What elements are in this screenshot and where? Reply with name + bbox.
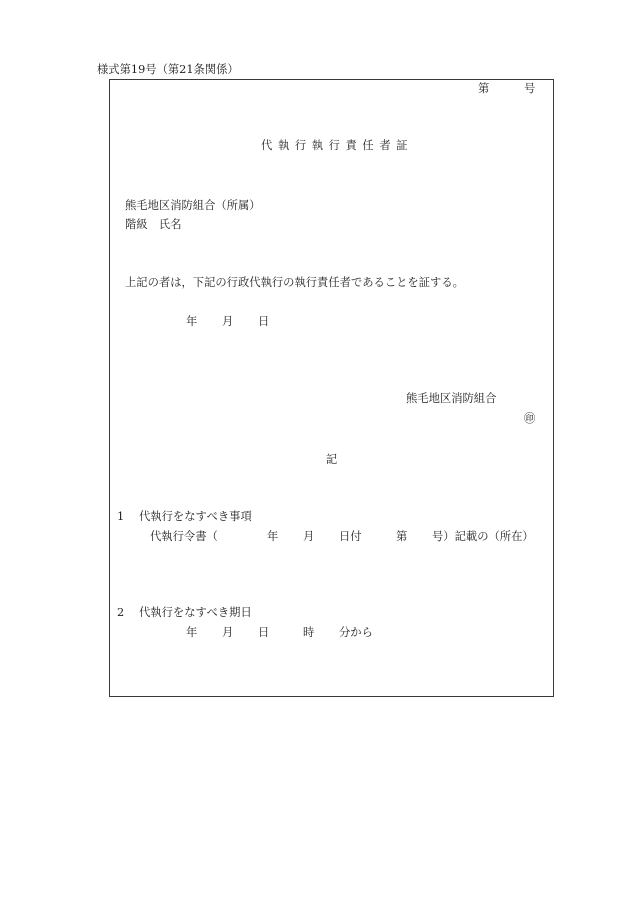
serial-suffix: 号	[524, 82, 536, 95]
item-1-month: 月	[303, 530, 315, 543]
holder-affiliation: 熊毛地区消防組合（所属）	[125, 199, 261, 212]
certificate-frame	[109, 79, 554, 697]
holder-rank-name: 階級 氏名	[125, 218, 182, 231]
serial-prefix: 第	[478, 82, 490, 95]
item-2-minute: 分から	[339, 626, 373, 639]
item-1-year: 年	[267, 530, 279, 543]
item-2-heading: 代執行をなすべき期日	[139, 606, 252, 619]
item-2-number: 2	[117, 606, 125, 619]
issue-date-year: 年	[186, 315, 198, 328]
seal-mark: ㊞	[524, 412, 536, 425]
item-2-year: 年	[186, 626, 198, 639]
certification-text: 上記の者は，下記の行政代執行の執行責任者であることを証する。	[125, 276, 464, 289]
issue-date-month: 月	[222, 315, 234, 328]
issuer-name: 熊毛地区消防組合	[406, 392, 497, 405]
issue-date-day: 日	[258, 315, 270, 328]
item-1-heading: 代執行をなすべき事項	[139, 510, 252, 523]
form-number: 様式第19号（第21条関係）	[97, 63, 239, 76]
item-2-hour: 時	[303, 626, 315, 639]
document-title: 代執行執行責任者証	[261, 139, 414, 152]
item-2-month: 月	[222, 626, 234, 639]
item-1-number: 1	[117, 510, 125, 523]
item-2-day: 日	[258, 626, 270, 639]
item-1-order-label: 代執行令書（	[150, 530, 218, 543]
item-1-day: 日付	[339, 530, 362, 543]
item-1-tail: 号）記載の（所在）	[432, 530, 534, 543]
ki-heading: 記	[325, 453, 338, 466]
item-1-no-prefix: 第	[396, 530, 408, 543]
